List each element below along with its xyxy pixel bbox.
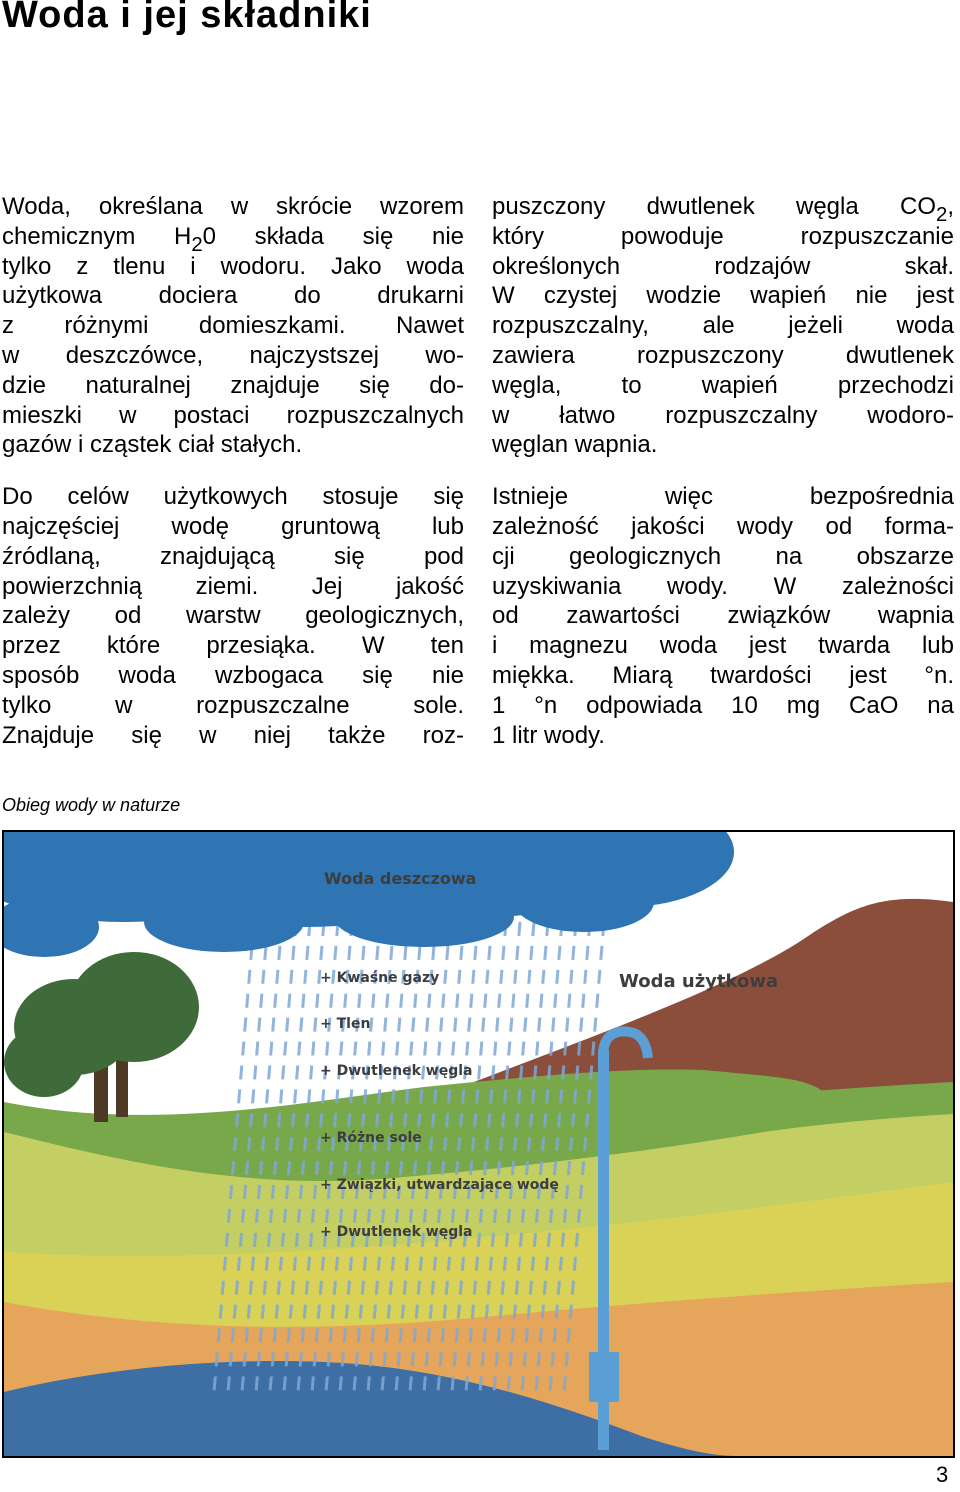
text-line: węgla, to wapień przechodzi [492, 371, 954, 399]
cloud-puff [514, 872, 654, 932]
text-line: określonych rodzajów skał. [492, 252, 954, 280]
pipe-filter [589, 1352, 619, 1402]
water-cycle-figure [2, 830, 955, 1458]
text-line [492, 192, 954, 227]
label-co2-rain: + Dwutlenek węgla [320, 1063, 473, 1079]
text-line: węglan wapnia. [492, 431, 658, 459]
text-fragment: 0 składa się nie [202, 222, 464, 250]
subscript: 2 [191, 233, 203, 256]
tree-trunk [116, 1057, 128, 1117]
cloud-puff [334, 887, 514, 947]
paragraph [2, 482, 464, 750]
paragraph [492, 192, 954, 460]
text-line: i magnezu woda jest twarda lub [492, 632, 954, 660]
text-line: tylko w rozpuszczalne sole. [2, 691, 464, 719]
text-line: mieszki w postaci rozpuszczalnych [2, 401, 464, 429]
page-number: 3 [936, 1462, 949, 1487]
label-acid-gases: + Kwaśne gazy [320, 970, 440, 986]
text-fragment: , [947, 193, 954, 220]
text-line: zależy od warstw geologicznych, [2, 602, 464, 630]
text-line: sposób woda wzbogaca się nie [2, 661, 464, 689]
text-line: przez które przesiąka. W ten [2, 632, 464, 660]
text-line: 1 °n odpowiada 10 mg CaO na [492, 691, 954, 719]
figure-caption: Obieg wody w naturze [2, 795, 181, 815]
text-line: najczęściej wodę gruntową lub [2, 512, 464, 540]
text-line: gazów i cząstek ciał stałych. [2, 431, 303, 459]
text-fragment: chemicznym H [2, 222, 192, 250]
page-title: Woda i jej składniki [2, 0, 372, 36]
text-line: Do celów użytkowych stosuje się [2, 483, 464, 511]
cloud-puff [144, 892, 304, 952]
text-line: Znajduje się w niej także roz- [2, 721, 464, 749]
label-various-salts: + Różne sole [320, 1130, 422, 1146]
tree-crown [4, 1027, 84, 1097]
text-line: który powoduje rozpuszczanie [492, 222, 954, 250]
text-line: od zawartości związków wapnia [492, 602, 954, 630]
text-line: W czystej wodzie wapień nie jest [492, 282, 954, 310]
text-line: źródlaną, znajdującą się pod [2, 542, 464, 570]
text-line: Istnieje więc bezpośrednia [492, 483, 954, 511]
label-co2-ground: + Dwutlenek węgla [320, 1224, 473, 1240]
paragraph [492, 482, 954, 750]
text-line: zależność jakości wody od forma- [492, 512, 954, 540]
text-line: z różnymi domieszkami. Nawet [2, 312, 464, 340]
text-line: użytkowa dociera do drukarni [2, 282, 464, 310]
label-usable-water: Woda użytkowa [619, 971, 779, 992]
text-line: tylko z tlenu i wodoru. Jako woda [2, 252, 464, 280]
text-column-right [492, 192, 954, 772]
text-line: miękka. Miarą twardości jest °n. [492, 661, 954, 689]
label-oxygen: + Tlen [320, 1016, 371, 1032]
text-line: w łatwo rozpuszczalny wodoro- [492, 401, 954, 429]
label-rain-water: Woda deszczowa [324, 869, 477, 888]
text-column-left [2, 192, 464, 772]
text-line: Woda, określana w skrócie wzorem [2, 193, 464, 220]
label-hardening-compounds: + Związki, utwardzające wodę [320, 1177, 559, 1193]
water-cycle-illustration [4, 832, 953, 1456]
text-line: rozpuszczalny, ale jeżeli woda [492, 312, 954, 340]
paragraph [2, 192, 464, 460]
text-line: powierzchnią ziemi. Jej jakość [2, 572, 464, 600]
text-line: 1 litr wody. [492, 721, 605, 749]
text-line: cji geologicznych na obszarze [492, 542, 954, 570]
text-fragment: puszczony dwutlenek węgla CO [492, 193, 936, 220]
text-line: uzyskiwania wody. W zależności [492, 572, 954, 600]
text-line: w deszczówce, najczystszej wo- [2, 341, 464, 369]
tree-crown [69, 952, 199, 1062]
text-line: dzie naturalnej znajduje się do- [2, 371, 464, 399]
text-line [2, 222, 464, 256]
text-line: zawiera rozpuszczony dwutlenek [492, 341, 954, 369]
subscript: 2 [935, 204, 948, 227]
